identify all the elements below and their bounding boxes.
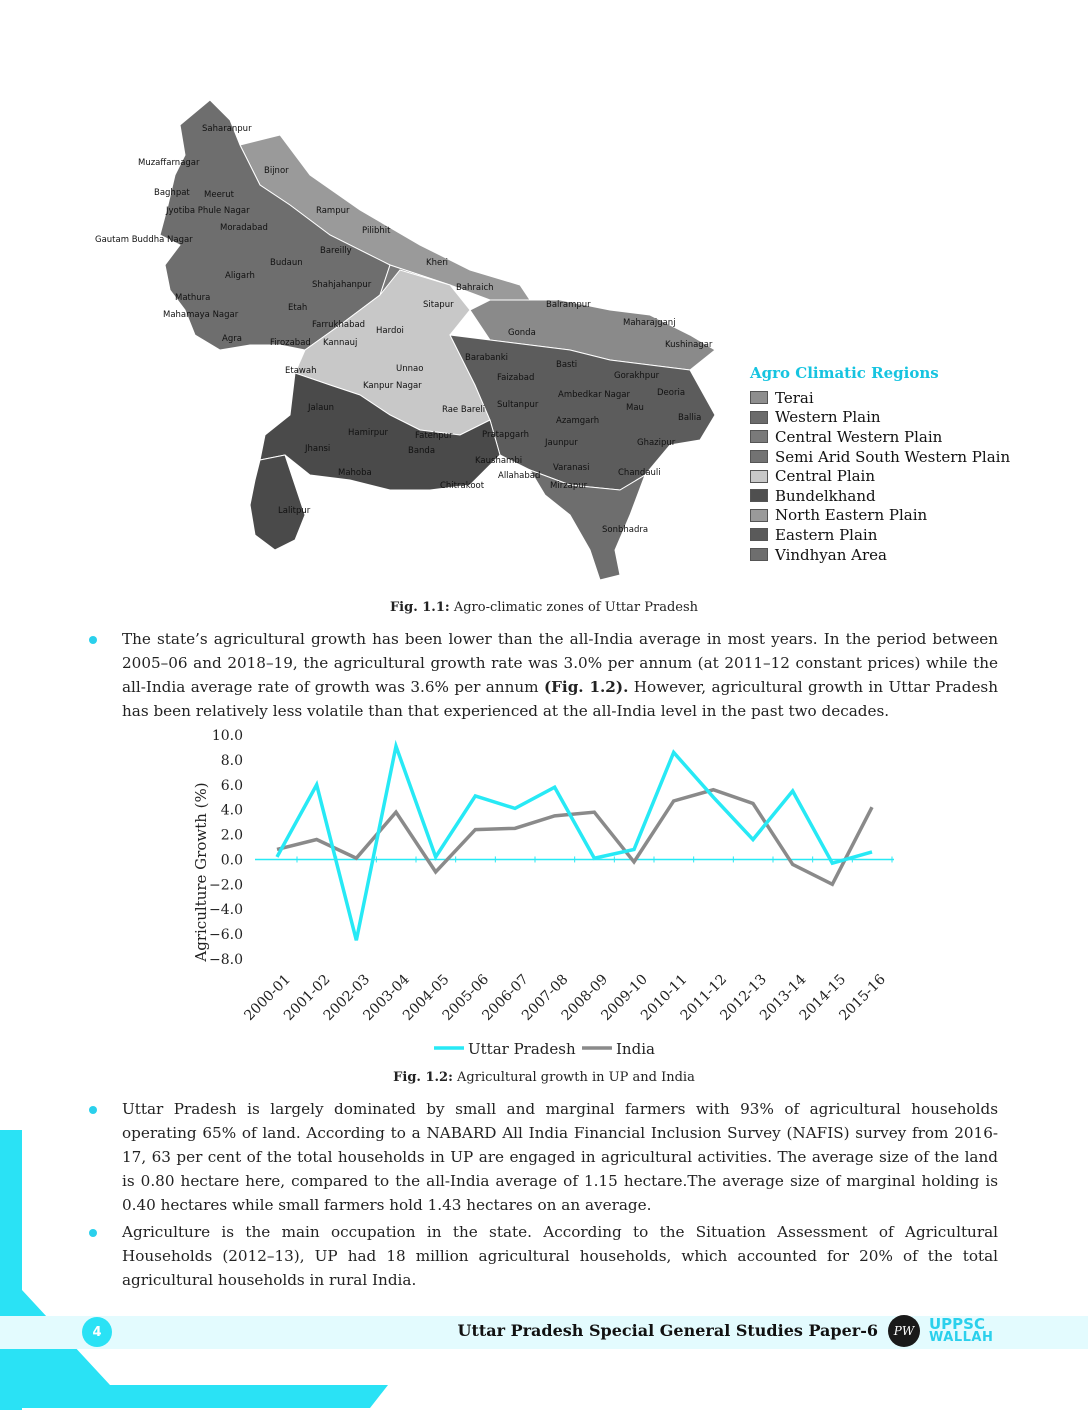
figure-2-caption [0,1070,1088,1085]
district-label: Sultanpur [497,400,539,410]
legend-item [750,408,1010,428]
y-tick-label: −2.0 [209,877,243,894]
district-label: Shahjahanpur [312,280,372,290]
y-tick-label: 4.0 [220,802,243,819]
district-label: Aligarh [225,271,255,281]
district-label: Kushinagar [665,340,713,350]
district-label: Varanasi [553,463,590,473]
brand-logo [929,1317,993,1345]
district-label: Firozabad [270,338,311,348]
district-label: Chandauli [618,468,661,478]
district-label: Sonbhadra [602,525,649,535]
legend-label: Western Plain [775,408,881,427]
legend-label: Uttar Pradesh [468,1040,576,1058]
x-tick-label: 2008-09 [558,971,612,1024]
region-lalitpur [250,455,305,550]
legend-item [750,427,1010,447]
x-tick-label: 2001-02 [281,971,334,1024]
y-tick-label: −6.0 [209,927,243,944]
x-tick-label: 2007-08 [519,971,572,1024]
x-tick-label: 2010-11 [638,971,691,1024]
footer-title: Uttar Pradesh Special General Studies Paper-6 [457,1321,878,1340]
district-label: Rampur [316,206,350,216]
y-tick-label: −4.0 [209,902,243,919]
district-label: Kanpur Nagar [363,381,422,391]
district-label: Bijnor [264,166,289,176]
legend-label: Central Western Plain [775,427,943,446]
district-label: Jaunpur [545,438,578,448]
district-label: Maharajganj [623,318,676,328]
legend-item [750,486,1010,506]
x-tick-label: 2002-03 [320,971,374,1024]
district-label: Ballia [678,413,702,423]
district-label: Jhansi [305,444,331,454]
district-label: Pratapgarh [482,430,529,440]
footer-accent-shape [0,1290,400,1408]
para-text: The state’s agricultural growth has been lower than the all-India average in most years. In the period between 2005–06 and 2018–19, the agricultural growth rate was 3.0% per annum (at 2011–12 constant prices) while the all-India average rate of growth was 3.6% per annum [122,630,998,696]
district-label: Banda [408,446,436,456]
page-number: 4 [82,1317,112,1347]
legend-label: Terai [775,388,814,407]
series-lines [277,746,872,940]
legend-swatch [750,411,768,424]
district-label: Agra [222,334,242,344]
legend-swatch [750,430,768,443]
chart-legend [434,1040,655,1058]
bullet-icon [89,636,97,644]
caption-label: Fig. 1.2: [393,1070,453,1085]
legend-item [750,525,1010,545]
legend-label: Vindhyan Area [775,545,887,564]
x-tick-label: 2005-06 [439,971,493,1024]
district-label: Ambedkar Nagar [558,390,630,400]
district-label: Mau [626,403,644,413]
district-label: Meerut [204,190,235,200]
paragraph-growth [122,627,998,723]
legend-label: Bundelkhand [775,486,876,505]
x-tick-label: 2004-05 [400,971,453,1024]
x-tick-label: 2000-01 [241,971,294,1024]
district-label: Pilibhit [362,226,391,236]
caption-text: Agro-climatic zones of Uttar Pradesh [449,600,699,615]
bullet-icon [89,1106,97,1114]
district-label: Bareilly [320,246,352,256]
district-label: Unnao [396,364,424,374]
district-label: Saharanpur [202,124,252,134]
district-label: Mirzapur [550,481,588,491]
legend-swatch [750,391,768,404]
district-label: Budaun [270,258,303,268]
legend-swatch [750,450,768,463]
x-axis-ticks [241,971,889,1024]
figure-ref: (Fig. 1.2). [543,678,629,696]
district-label: Etah [288,303,308,313]
district-label: Kannauj [323,338,358,348]
district-label: Bahraich [456,283,494,293]
legend-item [750,447,1010,467]
district-label: Muzaffarnagar [138,158,200,168]
x-tick-label: 2011-12 [677,971,731,1024]
district-label: Ghazipur [637,438,676,448]
caption-label: Fig. 1.1: [389,600,450,615]
y-axis-label: Agriculture Growth (%) [192,782,210,962]
district-label: Kheri [426,258,449,268]
district-label: Mahamaya Nagar [163,310,239,320]
district-label: Etawah [285,366,317,376]
y-tick-label: 8.0 [220,752,243,769]
legend-label: Eastern Plain [775,525,878,544]
y-axis-ticks [209,728,243,968]
y-tick-label: 6.0 [220,777,243,794]
figure-1-caption [0,600,1088,615]
district-label: Gautam Buddha Nagar [95,235,193,245]
district-label: Kaushambi [475,456,523,466]
legend-item [750,506,1010,526]
legend-swatch [750,509,768,522]
district-label: Moradabad [220,223,268,233]
legend-item [750,466,1010,486]
legend-swatch [750,528,768,541]
y-tick-label: 0.0 [220,852,243,869]
x-tick-label: 2014-15 [796,971,850,1024]
brand-line1: UPPSC [929,1315,985,1333]
district-label: Jyotiba Phule Nagar [166,206,250,216]
x-tick-label: 2003-04 [360,971,413,1024]
agri-growth-chart [180,722,910,1067]
district-label: Basti [556,360,578,370]
legend-label: North Eastern Plain [775,506,928,525]
x-tick-label: 2012-13 [717,971,770,1024]
y-tick-label: 10.0 [211,728,243,744]
x-tick-label: 2013-14 [757,971,810,1024]
brand-line2: WALLAH [929,1330,994,1345]
legend-swatch [750,548,768,561]
district-label: Jalaun [308,403,335,413]
x-tick-label: 2006-07 [479,971,532,1024]
district-label: Farrukhabad [312,320,366,330]
district-label: Allahabad [498,471,541,481]
legend-label: Semi Arid South Western Plain [775,447,1011,466]
district-label: Rae Bareli [442,405,486,415]
y-tick-label: 2.0 [220,827,243,844]
district-label: Chitrakoot [440,481,485,491]
pw-logo-icon: PW [888,1315,920,1347]
district-label: Faizabad [497,373,535,383]
district-label: Hamirpur [348,428,389,438]
paragraph-occupation: Agriculture is the main occupation in the state. According to the Situation Assessment of Agricultural Households (2012–13), UP had 18 million agricultural households, which accounted for 20% of the total agricultural households in rural India. [122,1223,998,1289]
y-tick-label: −8.0 [209,952,243,968]
district-label: Mahoba [338,468,372,478]
caption-text: Agricultural growth in UP and India [452,1070,695,1085]
bullet-icon [89,1229,97,1237]
legend-swatch [750,470,768,483]
district-label: Mathura [175,293,211,303]
para-text: However, agricultural growth in Uttar Pradesh has been relatively less volatile than that experienced at the all-India level in the past two decades. [122,678,999,720]
district-label: Gonda [508,328,536,338]
map-legend [750,364,1010,564]
district-label: Hardoi [376,326,404,336]
district-label: Fatehpur [415,431,453,441]
district-label: Barabanki [465,353,509,363]
legend-swatch [750,489,768,502]
legend-label: Central Plain [775,467,876,486]
x-tick-label: 2009-10 [598,971,651,1024]
district-label: Baghpat [154,188,190,198]
district-label: Gorakhpur [614,371,660,381]
legend-item [750,388,1010,408]
district-label: Sitapur [423,300,454,310]
legend-label: India [616,1040,655,1058]
legend-title: Agro Climatic Regions [750,364,939,382]
district-label: Balrampur [546,300,591,310]
legend-items [750,388,1010,564]
x-tick-label: 2015-16 [836,971,889,1024]
district-label: Lalitpur [278,506,311,516]
series-line-uttar-pradesh [277,746,872,940]
legend-item [750,545,1010,565]
paragraph-farmers: Uttar Pradesh is largely dominated by small and marginal farmers with 93% of agricultural households operating 65% of land. According to a NABARD All India Financial Inclusion Survey (NAFIS) survey from 2016-17, 63 per cent of the total households in UP are engaged in agricultural activities. The average size of the land is 0.80 hectare here, compared to the all-India average of 1.15 hectare.The average size of marginal holding is 0.40 hectares while small farmers hold 1.43 hectares on an average. [122,1100,998,1214]
district-label: Azamgarh [556,416,600,426]
district-label: Deoria [657,388,686,398]
